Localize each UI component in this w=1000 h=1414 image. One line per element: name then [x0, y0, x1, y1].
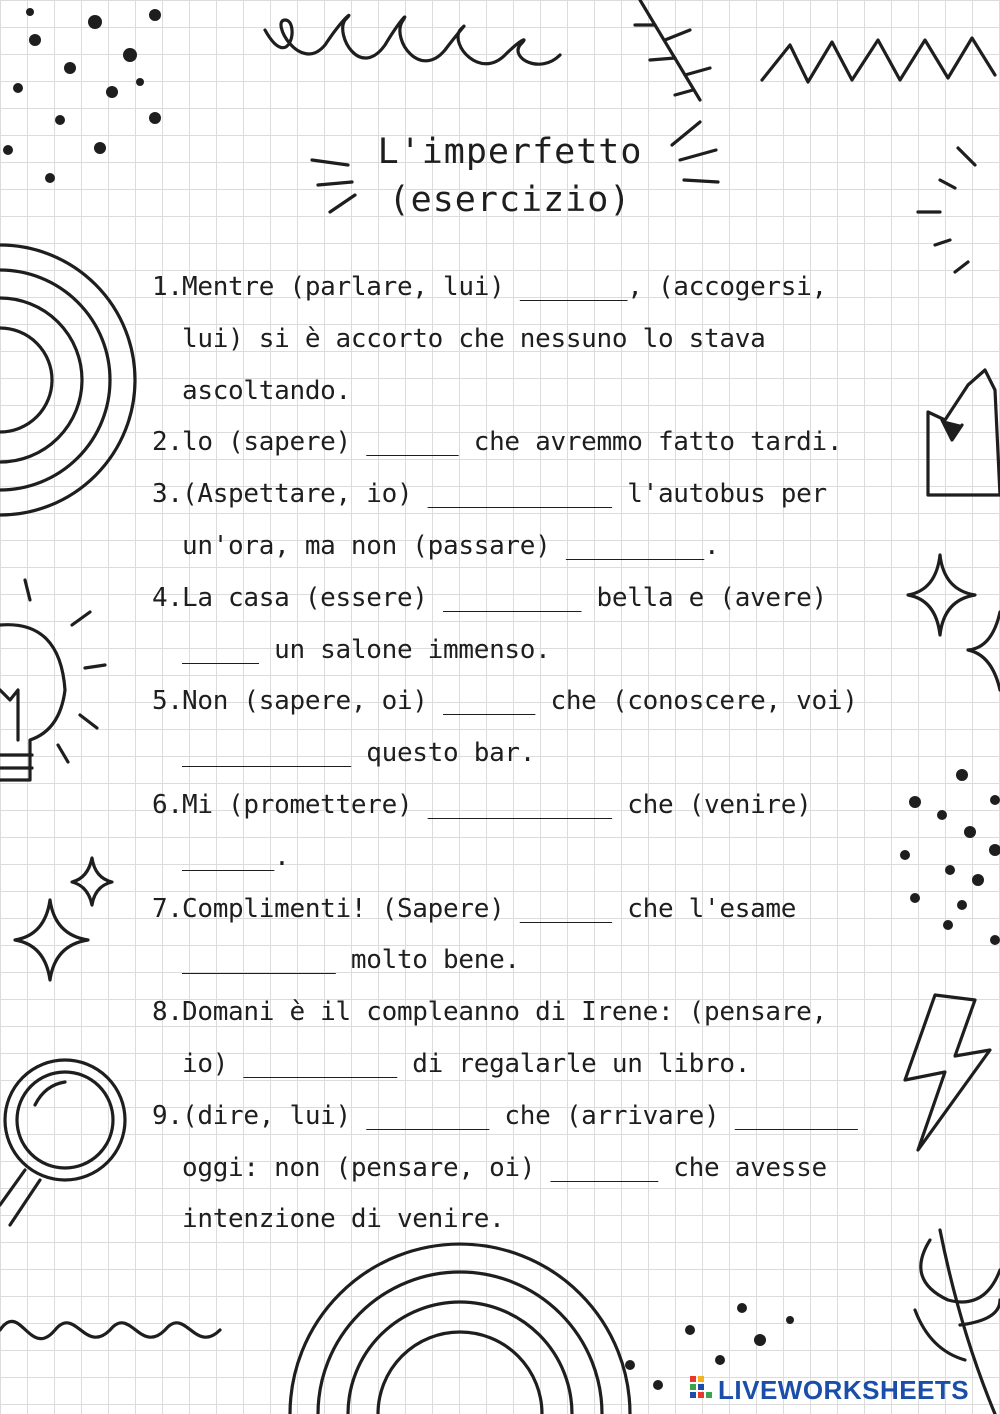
- exercise-text: Mi (promettere) ____________ che (venire) ______.: [182, 789, 812, 872]
- rainbow-arcs-bottom: [290, 1244, 630, 1414]
- title-line-2: (esercizio): [388, 180, 632, 220]
- exercise-text: La casa (essere) _________ bella e (avere) _____ un salone immenso.: [182, 582, 827, 665]
- exercise-item: [152, 676, 872, 780]
- exercise-item: [152, 884, 872, 988]
- exercise-item: [152, 262, 872, 417]
- exercise-text: (Aspettare, io) ____________ l'autobus per un'ora, ma non (passare) _________.: [182, 479, 827, 561]
- exercise-item: [152, 780, 872, 884]
- dots-cluster-top-left: [3, 8, 161, 183]
- exercise-number: 5.: [152, 686, 183, 717]
- exercise-number: 9.: [152, 1100, 183, 1131]
- lightning-bolt-doodle: [905, 995, 990, 1150]
- exercise-text: Non (sapere, oi) ______ che (conoscere, voi) ___________ questo bar.: [182, 686, 858, 769]
- worksheet-title: [340, 128, 680, 224]
- star-left-small: [72, 858, 112, 905]
- liveworksheets-logo-icon: [690, 1376, 712, 1404]
- exercise-item: [152, 573, 872, 677]
- exercise-number: 3.: [152, 479, 183, 510]
- exercise-number: 8.: [152, 997, 183, 1028]
- exercise-item: [152, 1091, 872, 1246]
- sun-rays-right: [918, 148, 975, 272]
- exercise-text: (dire, lui) ________ che (arrivare) ________ oggi: non (pensare, oi) _______ che avesse intenzione di venire.: [182, 1100, 858, 1235]
- star-right-edge: [968, 612, 1000, 690]
- exercise-number: 7.: [152, 893, 183, 924]
- wave-doodle: [0, 1321, 220, 1338]
- star-left-large: [15, 900, 88, 980]
- zigzag-doodle: [762, 38, 995, 82]
- exercise-text: Domani è il compleanno di Irene: (pensare, io) __________ di regalarle un libro.: [182, 997, 827, 1079]
- exercise-number: 4.: [152, 582, 183, 613]
- exercise-text: lo (sapere) ______ che avremmo fatto tardi.: [182, 427, 843, 458]
- star-right: [908, 555, 975, 635]
- exercise-text: Mentre (parlare, lui) _______, (accogersi, lui) si è accorto che nessuno lo stava ascoltando.: [182, 272, 827, 406]
- dots-cluster-right: [900, 769, 1000, 945]
- leaf-branch-top: [635, 0, 710, 100]
- liveworksheets-logo[interactable]: [690, 1372, 969, 1408]
- title-line-1: L'imperfetto: [377, 132, 643, 172]
- exercise-item: [152, 987, 872, 1091]
- exercise-list: [152, 262, 872, 1246]
- crown-doodle: [928, 370, 1000, 495]
- rainbow-arcs-left: [0, 245, 135, 515]
- exercise-number: 6.: [152, 789, 183, 820]
- magnifying-glass-doodle: [0, 1060, 125, 1225]
- lightbulb-doodle: [0, 580, 105, 780]
- liveworksheets-logo-text: LIVEWORKSHEETS: [718, 1374, 970, 1405]
- exercise-number: 2.: [152, 427, 183, 458]
- loops-doodle: [265, 15, 560, 64]
- exercise-number: 1.: [152, 272, 183, 302]
- exercise-item: [152, 417, 872, 469]
- exercise-text: Complimenti! (Sapere) ______ che l'esame __________ molto bene.: [182, 893, 797, 976]
- exercise-item: [152, 469, 872, 573]
